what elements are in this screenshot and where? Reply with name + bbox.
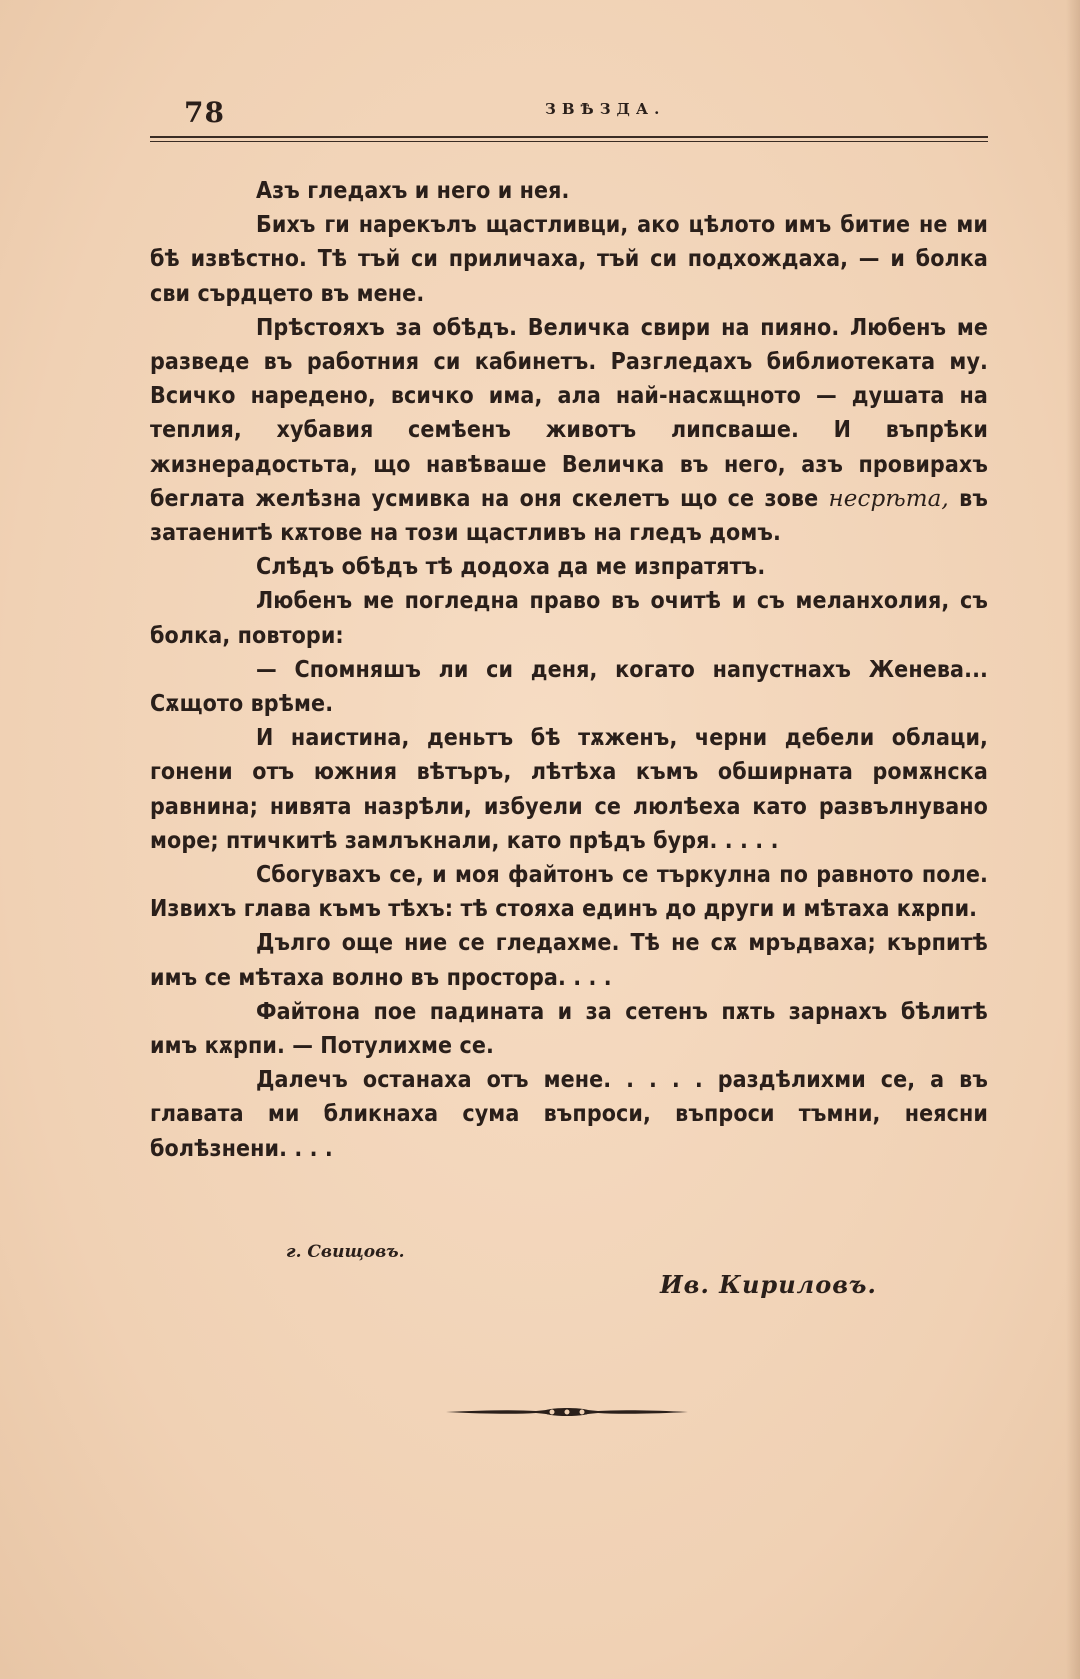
place-line: г. Свищовъ.	[286, 1242, 405, 1262]
article-body	[150, 174, 988, 1166]
paragraph: Слѣдъ обѣдъ тѣ додоха да ме изпратятъ.	[256, 554, 766, 581]
paragraph-text-continued: въ затаенитѣ кѫтове на този щастливъ на гледъ домъ.	[150, 485, 988, 547]
author-signature: Ив. Кириловъ.	[660, 1270, 877, 1299]
paragraph: Любенъ ме погледна право въ очитѣ и съ меланхолия, съ болка, повтори:	[150, 588, 988, 649]
page-number: 78	[184, 96, 225, 129]
emphasized-word: несрѣта,	[828, 485, 949, 512]
paragraph-text: Прѣстояхъ за обѣдъ. Величка свири на пияно. Любенъ ме разведе въ работния си кабинетъ. Разгледахъ библиотеката му. Всичко наредено, всичко има, ала най-насѫщното — душата на теплия, хубавия семѣенъ животъ липсваше. И въпрѣки жизнерадостьта, що навѣваше Величка въ него, азъ провирахъ беглата желѣзна усмивка на оня скелетъ що се зове	[150, 314, 988, 512]
running-title: ЗВѢЗДА.	[545, 100, 666, 118]
paragraph-dialogue: — Спомняшъ ли си деня, когато напустнахъ Женева... Сѫщото врѣме.	[150, 656, 988, 718]
paragraph: Файтона пое падината и за сетенъ пѫть зарнахъ бѣлитѣ имъ кѫрпи. — Потулихме се.	[150, 998, 988, 1060]
paragraph: Далечъ останаха отъ мене. . . . . раздѣлихми се, а въ главата ми бликнаха сума въпроси, въпроси тъмни, неясни болѣзнени. . . .	[150, 1067, 988, 1162]
header-rule-secondary	[150, 141, 988, 142]
end-ornament-icon	[446, 1402, 688, 1422]
page-edge-shadow	[1066, 0, 1080, 1679]
header-rule	[150, 136, 988, 138]
paragraph	[150, 311, 988, 550]
paragraph: Азъ гледахъ и него и нея.	[256, 178, 570, 204]
signoff	[150, 1240, 988, 1310]
paragraph: И наистина, деньтъ бѣ тѫженъ, черни дебели облаци, гонени отъ южния вѣтъръ, лѣтѣха къмъ обширната ромѫнска равнина; нивята назрѣли, избуели се люлѣеха като развълнувано море; птичкитѣ замлъкнали, като прѣдъ буря. . . . .	[150, 725, 988, 854]
paragraph: Сбогувахъ се, и моя файтонъ се търкулна по равното поле. Извихъ глава къмъ тѣхъ: тѣ стояха единъ до други и мѣтаха кѫрпи.	[150, 862, 988, 923]
paragraph: Дълго още ние се гледахме. Тѣ не сѫ мръдваха; кърпитѣ имъ се мѣтаха волно въ простора. . . .	[150, 930, 988, 991]
paragraph: Бихъ ги нарекълъ щастливци, ако цѣлото имъ битие не ми бѣ извѣстно. Тѣ тъй си приличаха, тъй си подхождаха, — и болка сви сърдцето въ мене.	[150, 212, 988, 307]
